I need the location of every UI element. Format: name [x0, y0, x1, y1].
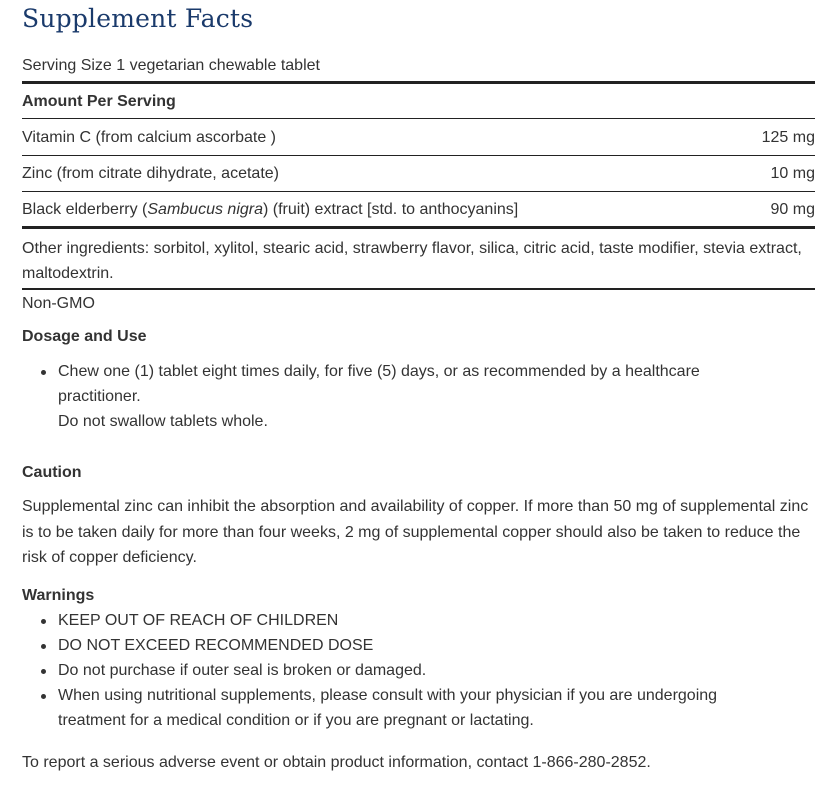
dosage-note: Do not swallow tablets whole. [58, 413, 268, 430]
warning-item: Do not purchase if outer seal is broken or damaged. [22, 658, 767, 683]
contact-info: To report a serious adverse event or obtain product information, contact 1-866-280-2852. [22, 754, 651, 771]
warnings-list [22, 608, 767, 733]
warning-item: KEEP OUT OF REACH OF CHILDREN [22, 608, 767, 633]
amount-per-serving-header [22, 92, 815, 119]
amount-header-label: Amount Per Serving [22, 93, 176, 110]
nutrient-amount: 10 mg [770, 165, 815, 182]
dosage-list [22, 359, 762, 434]
nutrient-row [22, 128, 815, 156]
nutrient-name: Zinc (from citrate dihydrate, acetate) [22, 165, 279, 182]
nutrient-name: Vitamin C (from calcium ascorbate ) [22, 129, 276, 146]
nutrient-row [22, 164, 815, 192]
dosage-heading: Dosage and Use [22, 328, 147, 345]
warnings-heading: Warnings [22, 587, 95, 604]
non-gmo-label: Non-GMO [22, 295, 95, 312]
dosage-instruction: Chew one (1) tablet eight times daily, for five (5) days, or as recommended by a healthcare practitioner. [58, 363, 700, 405]
warning-item: When using nutritional supplements, please consult with your physician if you are undergoing treatment for a medical condition or if you are pregnant or lactating. [22, 683, 767, 733]
caution-heading: Caution [22, 464, 82, 481]
serving-size: Serving Size 1 vegetarian chewable tablet [22, 57, 815, 84]
warning-item: DO NOT EXCEED RECOMMENDED DOSE [22, 633, 767, 658]
page-title: Supplement Facts [22, 4, 254, 33]
nutrient-name: Black elderberry (Sambucus nigra) (fruit) extract [std. to anthocyanins] [22, 201, 519, 218]
nutrient-row [22, 200, 815, 229]
caution-text: Supplemental zinc can inhibit the absorption and availability of copper. If more than 50 mg of supplemental zinc is to be taken daily for more than four weeks, 2 mg of supplemental copper should also be taken to reduce the risk of copper deficiency. [22, 498, 809, 566]
dosage-item [22, 359, 762, 434]
other-ingredients: Other ingredients: sorbitol, xylitol, stearic acid, strawberry flavor, silica, citric acid, taste modifier, stevia extract, maltodextrin. [22, 236, 815, 290]
nutrient-amount: 125 mg [761, 129, 815, 146]
nutrient-amount: 90 mg [770, 201, 815, 218]
